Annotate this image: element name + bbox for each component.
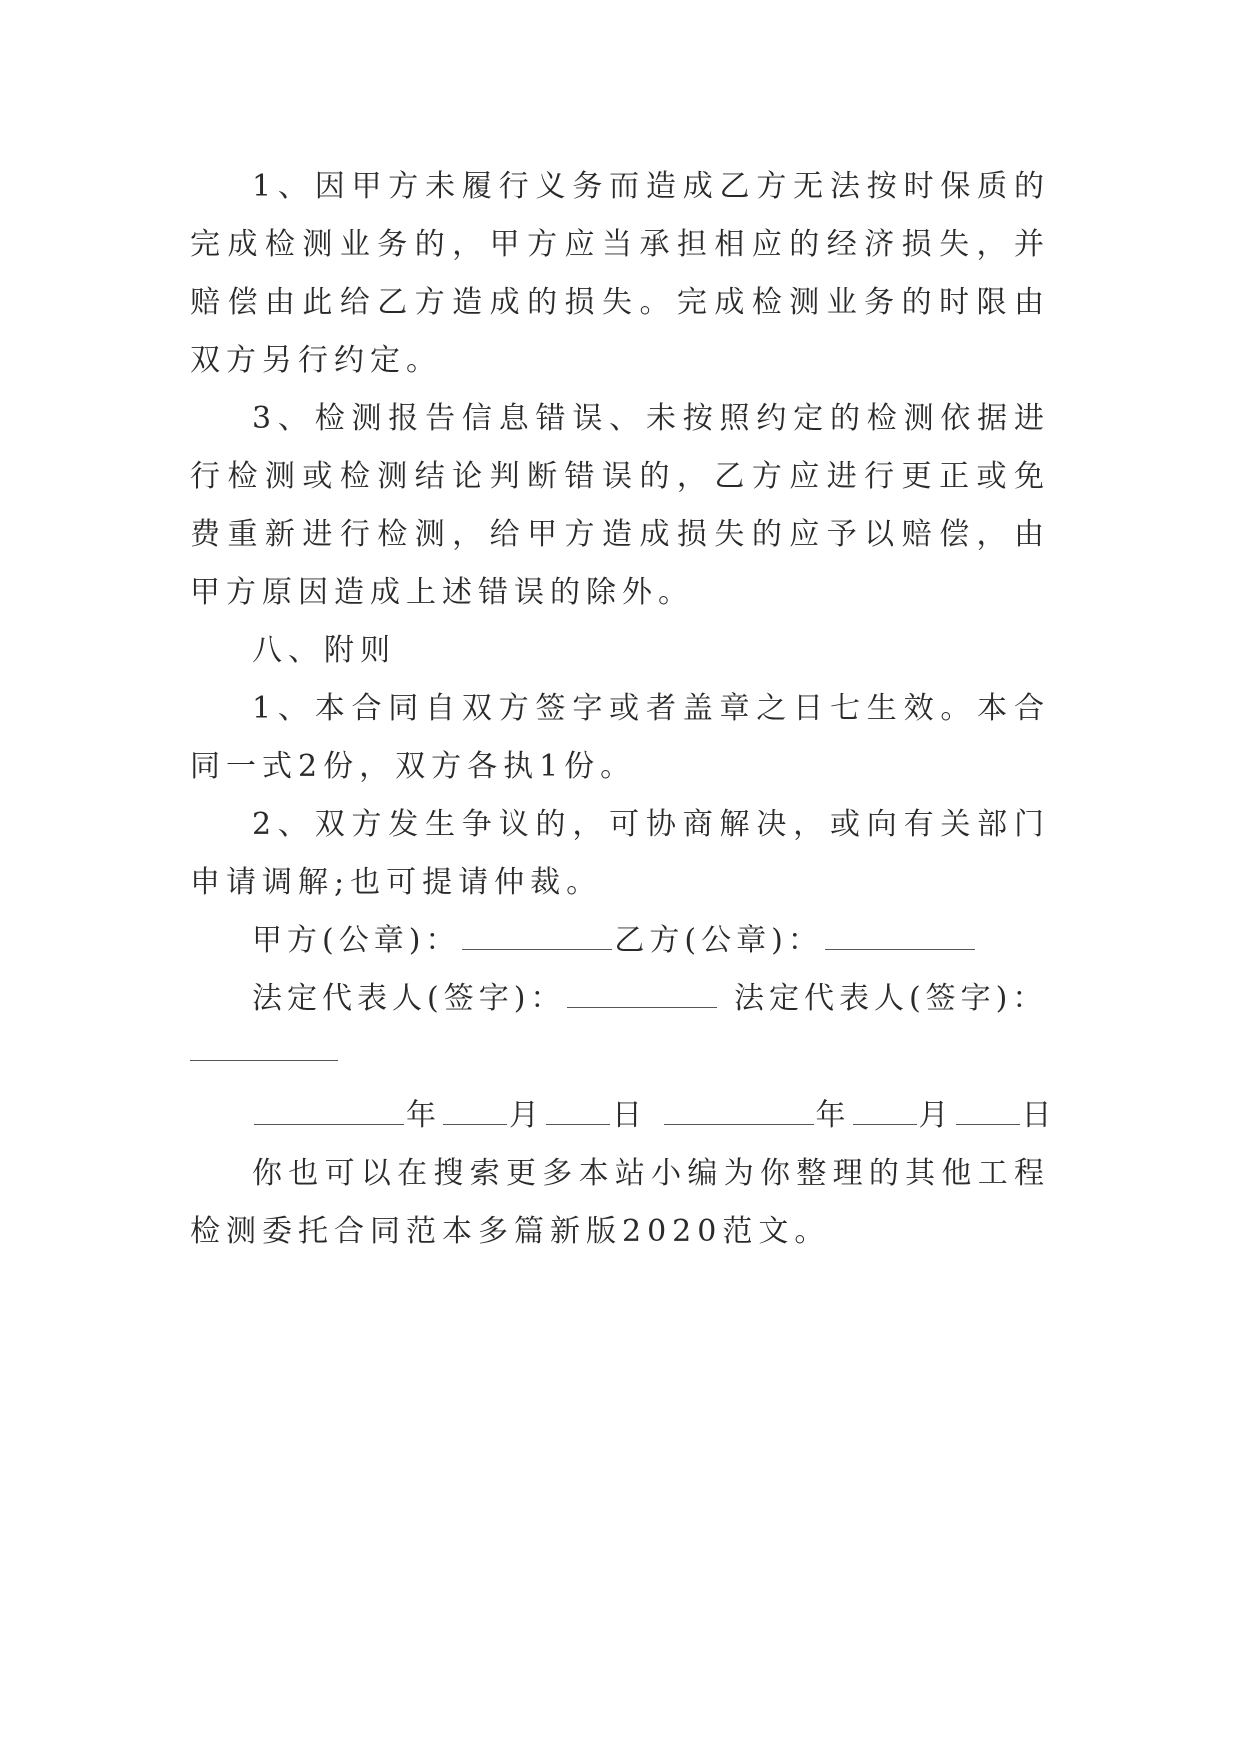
- party-a-seal-label: 甲方(公章)：: [252, 923, 461, 958]
- party-a-day-label: 日: [612, 1098, 647, 1133]
- party-b-month-label: 月: [918, 1098, 954, 1133]
- representative-line: [190, 970, 1050, 1028]
- party-b-rep-label: 法定代表人(签字)：: [733, 981, 1048, 1016]
- party-a-rep-label: 法定代表人(签字)：: [252, 981, 566, 1016]
- footer-note: 你也可以在搜索更多本站小编为你整理的其他工程检测委托合同范本多篇新版2020范文。: [190, 1156, 1050, 1249]
- appendix-clause-2: 2、双方发生争议的，可协商解决，或向有关部门申请调解;也可提请仲裁。: [190, 807, 1050, 900]
- party-b-rep-blank: [190, 1040, 338, 1061]
- party-a-seal-blank: [462, 927, 612, 950]
- date-line: [190, 1087, 1057, 1145]
- clause-3: 3、检测报告信息错误、未按照约定的检测依据进行检测或检测结论判断错误的，乙方应进行更正或免费重新进行检测，给甲方造成损失的应予以赔偿，由甲方原因造成上述错误的除外。: [190, 401, 1050, 610]
- party-a-month-blank: [443, 1102, 507, 1125]
- party-a-month-label: 月: [509, 1098, 544, 1133]
- document-body: [190, 158, 1057, 1261]
- party-a-year-blank: [254, 1102, 404, 1125]
- party-b-year-label: 年: [815, 1098, 851, 1133]
- party-b-day-blank: [956, 1102, 1020, 1125]
- party-b-seal-blank: [825, 927, 975, 950]
- party-b-month-blank: [853, 1102, 917, 1125]
- party-a-day-blank: [546, 1102, 610, 1125]
- party-b-seal-label: 乙方(公章)：: [614, 923, 823, 958]
- appendix-clause-1: 1、本合同自双方签字或者盖章之日七生效。本合同一式2份，双方各执1份。: [190, 691, 1050, 784]
- seal-line: [190, 912, 1050, 970]
- section-heading-appendix: 八、附则: [252, 633, 396, 668]
- party-b-day-label: 日: [1021, 1098, 1057, 1133]
- party-a-year-label: 年: [406, 1098, 441, 1133]
- party-a-rep-blank: [567, 985, 717, 1008]
- party-b-year-blank: [664, 1102, 814, 1125]
- clause-1: 1、因甲方未履行义务而造成乙方无法按时保质的完成检测业务的，甲方应当承担相应的经济损失，并赔偿由此给乙方造成的损失。完成检测业务的时限由双方另行约定。: [190, 169, 1050, 378]
